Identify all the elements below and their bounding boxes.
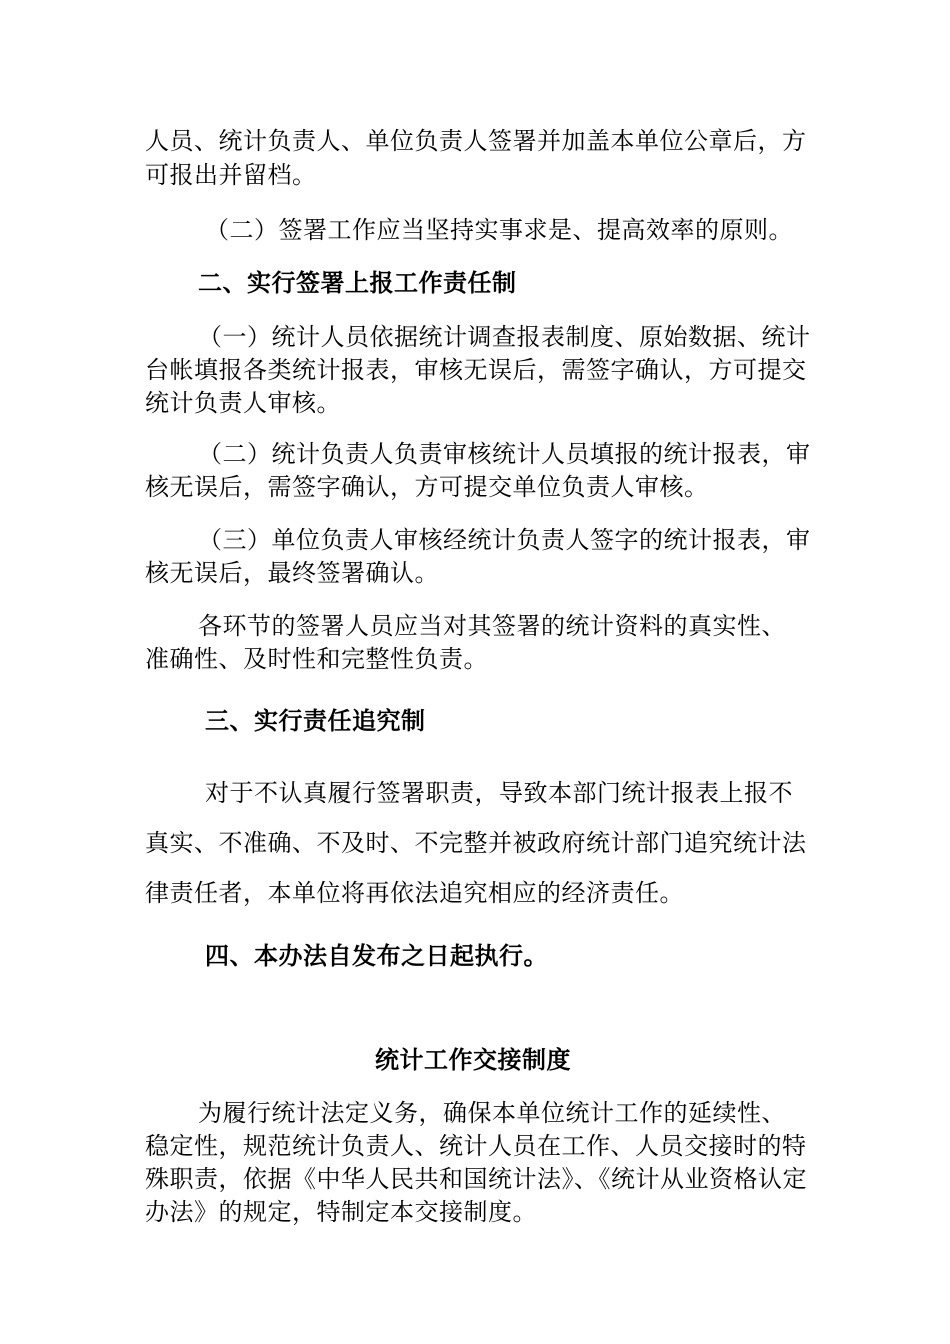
paragraph-line: 核无误后，最终签署确认。 [145, 559, 439, 587]
paragraph-line: 律责任者，本单位将再依法追究相应的经济责任。 [145, 879, 684, 907]
paragraph-line: 殊职责，依据《中华人民共和国统计法》、《统计从业资格认定 [145, 1165, 807, 1193]
paragraph-line: 人员、统计负责人、单位负责人签署并加盖本单位公章后，方 [145, 127, 807, 155]
paragraph-line: 核无误后，需签字确认，方可提交单位负责人审核。 [145, 473, 709, 501]
paragraph-line: 统计负责人审核。 [145, 389, 341, 417]
paragraph-line: （一）统计人员依据统计调查报表制度、原始数据、统计 [198, 323, 811, 351]
paragraph-line: 稳定性，规范统计负责人、统计人员在工作、人员交接时的特 [145, 1132, 807, 1160]
paragraph-line: 可报出并留档。 [145, 161, 317, 189]
section-title: 统计工作交接制度 [375, 1046, 571, 1074]
paragraph-line: 各环节的签署人员应当对其签署的统计资料的真实性、 [198, 612, 786, 640]
paragraph-line: 台帐填报各类统计报表，审核无误后，需签字确认，方可提交 [145, 356, 807, 384]
paragraph-line: （三）单位负责人审核经统计负责人签字的统计报表，审 [198, 526, 811, 554]
paragraph-line: 对于不认真履行签署职责，导致本部门统计报表上报不 [205, 779, 793, 807]
section-heading-2: 二、实行签署上报工作责任制 [198, 269, 517, 297]
section-heading-4: 四、本办法自发布之日起执行。 [205, 942, 548, 970]
section-heading-3: 三、实行责任追究制 [205, 707, 426, 735]
paragraph-line: 为履行统计法定义务，确保本单位统计工作的延续性、 [198, 1099, 786, 1127]
paragraph-line: 办法》的规定，特制定本交接制度。 [145, 1198, 537, 1226]
paragraph-line: （二）统计负责人负责审核统计人员填报的统计报表，审 [198, 440, 811, 468]
paragraph-line: 准确性、及时性和完整性负责。 [145, 645, 488, 673]
paragraph-line: 真实、不准确、不及时、不完整并被政府统计部门追究统计法 [145, 829, 807, 857]
paragraph-line: （二）签署工作应当坚持实事求是、提高效率的原则。 [205, 216, 793, 244]
